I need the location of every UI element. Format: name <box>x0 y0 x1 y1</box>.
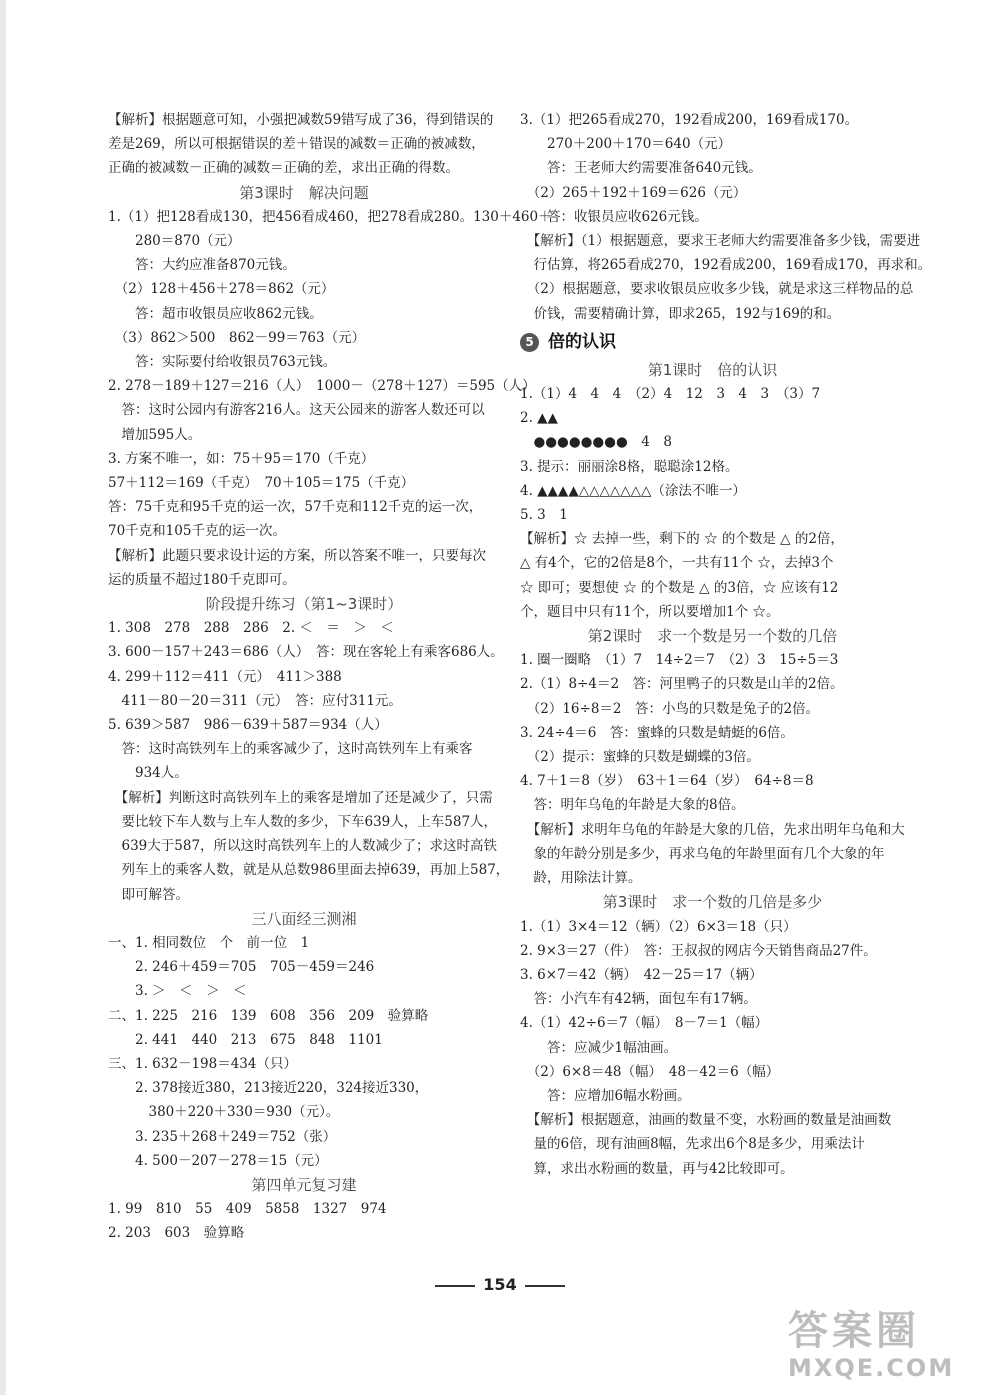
unit-heading <box>520 326 905 358</box>
answer-line: 答：收银员应收626元钱。 <box>520 208 708 225</box>
answer-line: 【解析】（1）根据题意，要求王老师大约需要准备多少钱，需要进 <box>520 233 921 250</box>
answer-line: 4. 500－207－278＝15（元） <box>108 1152 328 1169</box>
scan-edge <box>0 0 6 1395</box>
answer-line: （2）根据题意，要求收银员应收多少钱，就是求这三样物品的总 <box>520 281 914 298</box>
answer-line: 1.（1）4 4 4 （2）4 12 3 4 3 （3）7 <box>520 386 821 403</box>
page-number <box>0 1275 1000 1294</box>
answer-line: （2）提示：蜜蜂的只数是蝴蝶的3倍。 <box>520 749 760 766</box>
section-heading: 阶段提升练习（第1~3课时） <box>205 595 403 614</box>
answer-line: 运的质量不超过180千克即可。 <box>108 571 296 588</box>
answer-line: 4.（1）42÷6＝7（幅） 8－7＝1（幅） <box>520 1015 769 1032</box>
answer-line: 1.（1）把128看成130，把456看成460，把278看成280。130＋460＋ <box>108 208 552 225</box>
answer-line: 934人。 <box>108 765 188 782</box>
section-heading: 三八面经三测湘 <box>251 909 357 928</box>
answer-line: 答：这时公园内有游客216人。这天公园来的游客人数还可以 <box>108 402 485 419</box>
answer-line: 4. 299＋112＝411（元） 411＞388 <box>108 668 342 685</box>
answer-line: 3. 6×7＝42（辆） 42－25＝17（辆） <box>520 966 763 983</box>
answer-line: 答：应减少1幅油画。 <box>520 1039 678 1056</box>
answer-line: 380＋220＋330＝930（元）。 <box>108 1104 340 1121</box>
answer-line: （2）16÷8＝2 答：小鸟的只数是兔子的2倍。 <box>520 700 820 717</box>
answer-line: 【解析】此题只要求设计运的方案，所以答案不唯一，只要每次 <box>108 547 486 564</box>
answer-line: 一、1. 相同数位 个 前一位 1 <box>108 934 310 951</box>
answer-line: 正确的被减数－正确的减数＝正确的差，求出正确的得数。 <box>108 160 459 177</box>
right-column <box>520 108 932 1181</box>
section-heading: 第1课时 倍的认识 <box>647 360 778 379</box>
answer-line: 【解析】根据题意可知，小强把减数59错写成了36，得到错误的 <box>108 112 494 128</box>
answer-line: 答：实际要付给收银员763元钱。 <box>108 354 337 371</box>
answer-line: 象的年龄分别是多少，再求乌龟的年龄里面有几个大象的年 <box>520 845 885 862</box>
answer-line: 2. 378接近380，213接近220，324接近330， <box>108 1080 429 1097</box>
answer-line: 答：大约应准备870元钱。 <box>108 257 296 274</box>
answer-line: 3. 方案不唯一，如：75＋95＝170（千克） <box>108 450 375 467</box>
answer-line: 答：小汽车有42辆，面包车有17辆。 <box>520 991 757 1008</box>
answer-line: 【解析】判断这时高铁列车上的乘客是增加了还是减少了，只需 <box>108 789 493 806</box>
answer-line: 价钱，需要精确计算，即求265，192与169的和。 <box>520 305 841 322</box>
answer-line: （2）6×8＝48（幅） 48－42＝6（幅） <box>520 1063 780 1080</box>
answer-line: ●●●●●●●● 4 8 <box>520 434 672 451</box>
section-heading: 第2课时 求一个数是另一个数的几倍 <box>587 627 838 646</box>
answer-line: 增加595人。 <box>108 426 202 443</box>
answer-line: 4. ▲▲▲▲△△△△△△△（涂法不唯一） <box>520 482 746 499</box>
unit-title: 倍的认识 <box>548 331 616 352</box>
answer-line: 龄，用除法计算。 <box>520 870 642 887</box>
answer-line: 3. 235＋268＋249＝752（张） <box>108 1128 337 1145</box>
unit-number-badge: 5 <box>520 333 539 352</box>
answer-line: 2. 278－189＋127＝216（人） 1000－（278＋127）＝595（人） <box>108 378 536 395</box>
answer-line: 3. 提示：丽丽涂8格，聪聪涂12格。 <box>520 458 739 475</box>
answer-line: 2. 441 440 213 675 848 1101 <box>108 1031 383 1048</box>
watermark-line1: 答案圈 <box>788 1308 920 1354</box>
answer-line: 3. 600－157＋243＝686（人） 答：现在客轮上有乘客686人。 <box>108 644 504 661</box>
answer-line: 二、1. 225 216 139 608 356 209 验算略 <box>108 1007 429 1024</box>
answer-line: ☆ 即可；要想使 ☆ 的个数是 △ 的3倍，☆ 应该有12 <box>520 579 839 596</box>
answer-line: 【解析】求明年乌龟的年龄是大象的几倍，先求出明年乌龟和大 <box>520 821 905 838</box>
section-heading: 第四单元复习建 <box>251 1175 357 1194</box>
answer-line: 2. 9×3＝27（件） 答：王叔叔的网店今天销售商品27件。 <box>520 942 877 959</box>
answer-line: △ 有4个，它的2倍是8个，一共有11个 ☆，去掉3个 <box>520 555 834 572</box>
answer-line: 答：超市收银员应收862元钱。 <box>108 305 323 322</box>
answer-line: 2.（1）8÷4＝2 答：河里鸭子的只数是山羊的2倍。 <box>520 676 844 693</box>
watermark-line2: MXQE.COM <box>788 1354 955 1382</box>
answer-line: 70千克和105千克的运一次。 <box>108 523 286 540</box>
answer-line: 答：王老师大约需要准备640元钱。 <box>520 160 762 177</box>
answer-line: （3）862＞500 862－99＝763（元） <box>108 329 366 346</box>
section-heading: 第3课时 解决问题 <box>239 183 369 202</box>
answer-line: 3. ＞ ＜ ＞ ＜ <box>108 983 247 1000</box>
page-number-rule-left <box>435 1285 475 1287</box>
answer-line: 列车上的乘客人数，就是从总数986里面去掉639，再加上587， <box>108 862 510 879</box>
answer-line: 5. 639＞587 986－639＋587＝934（人） <box>108 717 388 734</box>
answer-line: 2. 246＋459＝705 705－459＝246 <box>108 959 375 976</box>
answer-line: 量的6倍，现有油画8幅，先求出6个8是多少，用乘法计 <box>520 1136 865 1153</box>
page-number-rule-right <box>525 1285 565 1287</box>
answer-line: （2）265＋192＋169＝626（元） <box>520 184 747 201</box>
answer-line: 411－80－20＝311（元） 答：应付311元。 <box>108 692 402 709</box>
answer-line: 1. 308 278 288 286 2. ＜ ＝ ＞ ＜ <box>108 620 394 637</box>
answer-line: （2）128＋456＋278＝862（元） <box>108 281 335 298</box>
answer-line: 57＋112＝169（千克） 70＋105＝175（千克） <box>108 475 415 492</box>
answer-line: 行估算，将265看成270，192看成200，169看成170，再求和。 <box>520 257 932 274</box>
page-number-text: 154 <box>483 1275 517 1294</box>
answer-line: 1. 99 810 55 409 5858 1327 974 <box>108 1201 387 1218</box>
answer-line: 2. 203 603 验算略 <box>108 1225 245 1242</box>
answer-line: 答：应增加6幅水粉画。 <box>520 1087 691 1104</box>
answer-line: 2. ▲▲ <box>520 410 558 427</box>
section-heading: 第3课时 求一个数的几倍是多少 <box>602 893 823 912</box>
answer-line: 答：75千克和95千克的运一次，57千克和112千克的运一次， <box>108 499 483 516</box>
answer-line: 1. 圈一圈略 （1）7 14÷2＝7 （2）3 15÷5＝3 <box>520 652 839 669</box>
answer-line: 个，题目中只有11个，所以要增加1个 ☆。 <box>520 603 780 620</box>
answer-line: 答：明年乌龟的年龄是大象的8倍。 <box>520 797 745 814</box>
answer-line: 即可解答。 <box>108 886 189 903</box>
answer-line: 要比较下车人数与上车人数的多少，下车639人，上车587人， <box>108 813 498 830</box>
answer-line: 4. 7＋1＝8（岁） 63＋1＝64（岁） 64÷8＝8 <box>520 773 814 790</box>
answer-line: 639大于587，所以这时高铁列车上的人数减少了；求这时高铁 <box>108 838 498 855</box>
answer-line: 算，求出水粉画的数量，再与42比较即可。 <box>520 1160 794 1177</box>
answer-line: 【解析】☆ 去掉一些，剩下的 ☆ 的个数是 △ 的2倍， <box>520 531 844 548</box>
watermark-logo <box>788 1308 978 1388</box>
answer-line: 3. 24÷4＝6 答：蜜蜂的只数是蜻蜓的6倍。 <box>520 724 794 741</box>
answer-line: 三、1. 632－198＝434（只） <box>108 1055 297 1072</box>
answer-line: 1.（1）3×4＝12（辆）（2）6×3＝18（只） <box>520 918 797 935</box>
answer-line: 270＋200＋170＝640（元） <box>520 136 732 153</box>
answer-line: 【解析】根据题意，油画的数量不变，水粉画的数量是油画数 <box>520 1112 892 1129</box>
answer-line: 5. 3 1 <box>520 507 568 524</box>
answer-line: 答：这时高铁列车上的乘客减少了，这时高铁列车上有乘客 <box>108 741 473 758</box>
answer-line: 3.（1）把265看成270，192看成200，169看成170。 <box>520 112 859 128</box>
answer-line: 280＝870（元） <box>108 233 241 250</box>
answer-line: 差是269，所以可根据错误的差＋错误的减数＝正确的被减数， <box>108 136 485 153</box>
